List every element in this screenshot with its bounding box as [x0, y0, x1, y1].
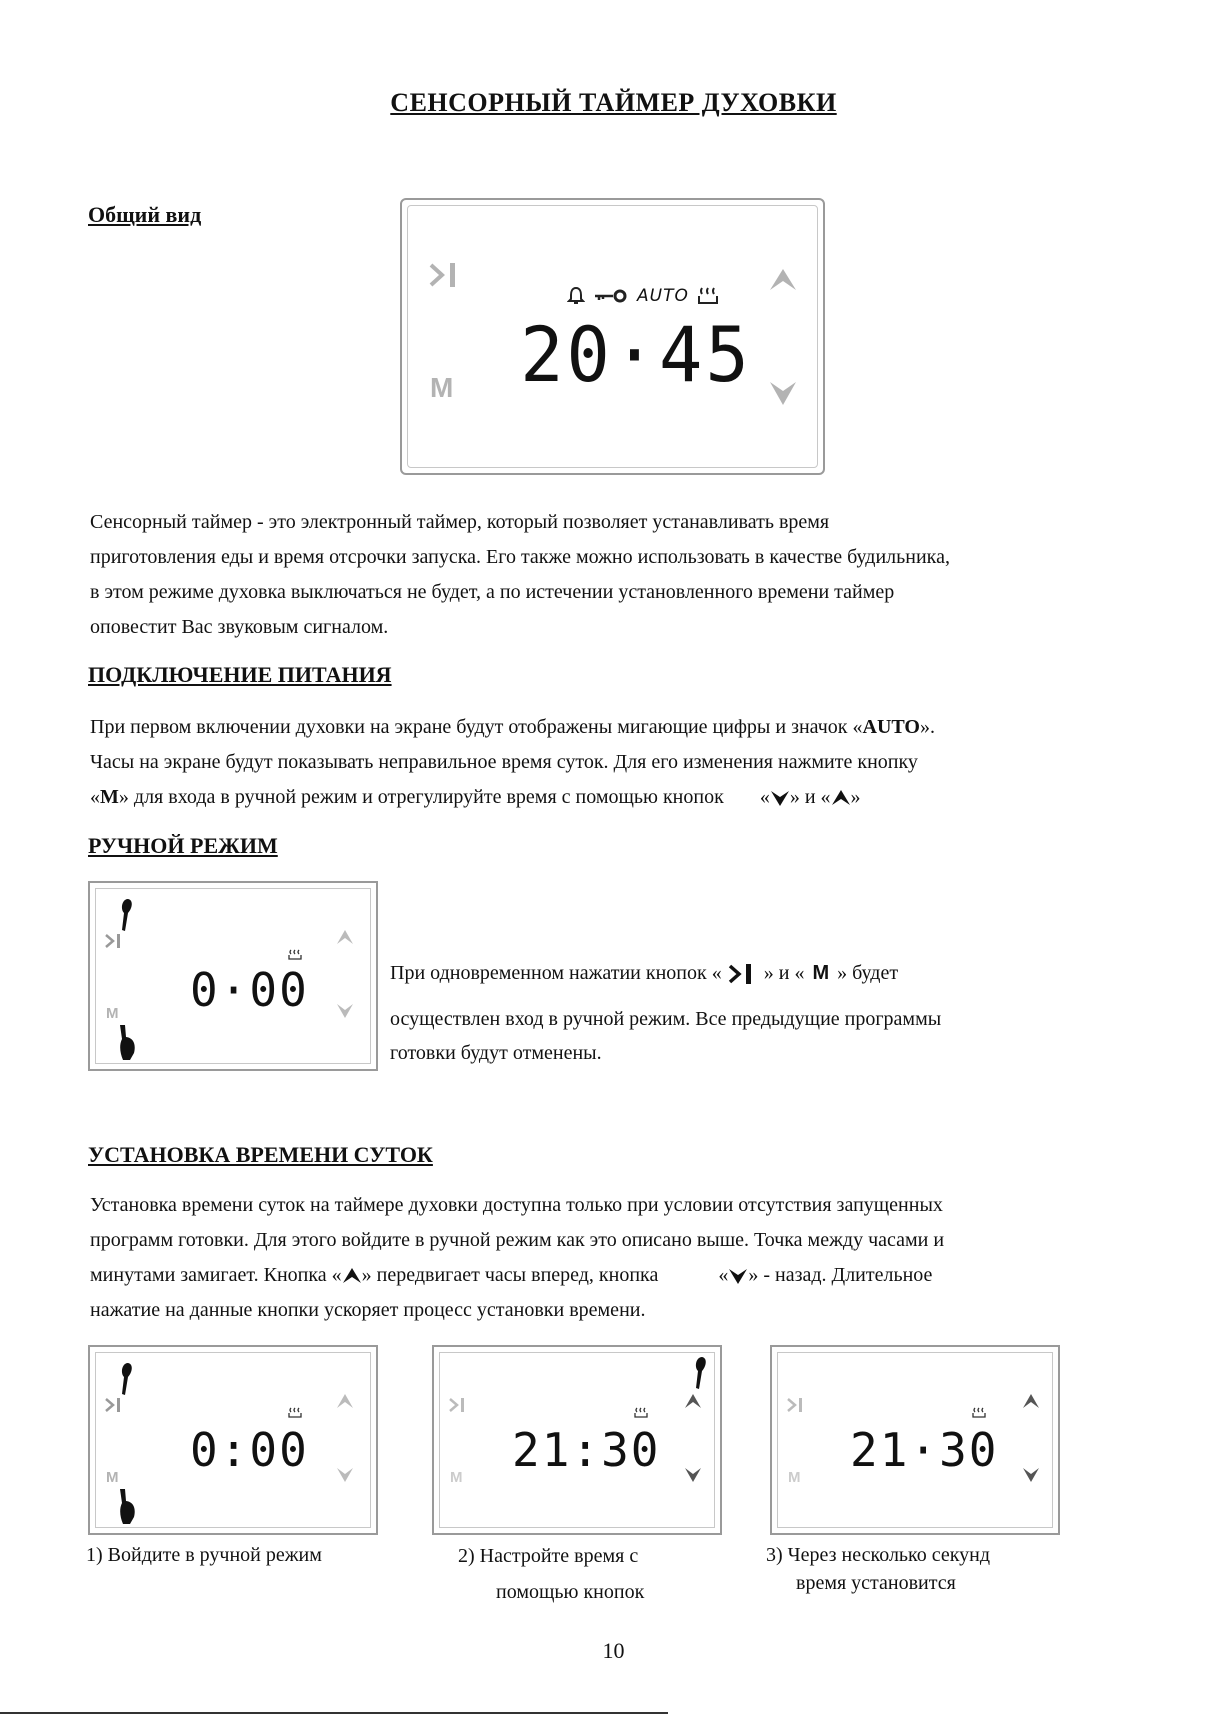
power-line-2: Часы на экране будут показывать неправильное время суток. Для его изменения нажмите кнопку [90, 751, 918, 773]
manual-display [88, 881, 378, 1071]
heat-icon [972, 1407, 986, 1419]
down-arrow-icon [336, 1467, 354, 1483]
down-arrow-icon [1022, 1467, 1040, 1483]
intro-paragraph [90, 505, 1170, 645]
up-arrow-icon [684, 1393, 702, 1409]
m-button-icon: M [812, 962, 830, 984]
clock-line-4: нажатие на данные кнопки ускоряет процесс установки времени. [90, 1299, 646, 1321]
m-button-icon[interactable]: M [450, 1469, 463, 1486]
auto-label: AUTO [637, 286, 689, 306]
footer-rule [0, 1712, 668, 1714]
hand-pointer-icon [116, 1023, 138, 1061]
clock-paragraph [90, 1188, 1190, 1328]
manual-text-3: готовки будут отменены. [390, 1042, 602, 1064]
clock-line-1: Установка времени суток на таймере духовки доступна только при условии отсутствия запущенных [90, 1194, 943, 1216]
manual-text-1: При одновременном нажатии кнопок « » и « M » будет [390, 962, 899, 984]
overview-display [400, 198, 825, 475]
key-icon [593, 289, 629, 303]
step-3-display [770, 1345, 1060, 1535]
up-arrow-icon [831, 789, 851, 807]
power-line-1: При первом включении духовки на экране будут отображены мигающие цифры и значок «AUTO». [90, 716, 935, 738]
power-line-3: «M» для входа в ручной режим и отрегулируйте время с помощью кнопок « » и « » [90, 786, 861, 808]
up-arrow-icon [336, 1393, 354, 1409]
m-button-icon[interactable]: M [788, 1469, 801, 1486]
down-arrow-icon [684, 1467, 702, 1483]
down-arrow-icon [728, 1267, 748, 1285]
heat-icon [288, 1407, 302, 1419]
clock-heading: УСТАНОВКА ВРЕМЕНИ СУТОК [88, 1142, 433, 1167]
down-arrow-icon [336, 1003, 354, 1019]
manual-heading: РУЧНОЙ РЕЖИМ [88, 833, 278, 858]
step-3-caption: 3) Через несколько секунд [766, 1544, 991, 1566]
skip-icon[interactable] [428, 260, 462, 298]
intro-line: Сенсорный таймер - это электронный таймер, который позволяет устанавливать время [90, 511, 830, 533]
heat-icon [697, 286, 719, 306]
finger-icon [116, 897, 136, 933]
intro-line: в этом режиме духовка выключаться не будет, а по истечении установленного времени таймер [90, 581, 895, 603]
clock-line-3: минутами замигает. Кнопка « » передвигает часы вперед, кнопка « » - назад. Длительное [90, 1264, 933, 1286]
finger-icon [690, 1355, 710, 1391]
power-heading: ПОДКЛЮЧЕНИЕ ПИТАНИЯ [88, 662, 392, 687]
m-button-icon[interactable]: M [106, 1469, 119, 1486]
skip-icon [448, 1397, 468, 1413]
step-2-display [432, 1345, 722, 1535]
bell-icon [567, 286, 585, 306]
time-readout: 0:00 [190, 1423, 309, 1477]
clock-line-2: программ готовки. Для этого войдите в ручной режим как это описано выше. Точка между часами и [90, 1229, 945, 1251]
manual-text-2: осуществлен вход в ручной режим. Все предыдущие программы [390, 1008, 942, 1030]
time-readout: 21:30 [512, 1423, 661, 1477]
step-1-caption: 1) Войдите в ручной режим [86, 1544, 322, 1566]
m-button-icon[interactable]: M [430, 372, 454, 403]
page-number: 10 [602, 1638, 625, 1663]
skip-icon [786, 1397, 806, 1413]
heat-icon [634, 1407, 648, 1419]
down-arrow-icon [770, 789, 790, 807]
overview-heading: Общий вид [88, 202, 202, 227]
time-readout: 20·45 [520, 310, 752, 399]
up-arrow-icon [336, 929, 354, 945]
heat-icon [288, 949, 302, 961]
step-2-caption-2: помощью кнопок [496, 1581, 645, 1603]
down-arrow-icon[interactable] [768, 380, 798, 413]
page-title: СЕНСОРНЫЙ ТАЙМЕР ДУХОВКИ [390, 88, 837, 117]
hand-pointer-icon [116, 1487, 138, 1525]
skip-icon [728, 963, 758, 985]
skip-icon [104, 1397, 124, 1413]
finger-icon [116, 1361, 136, 1397]
step-3-caption-2: время установится [796, 1572, 956, 1594]
skip-icon [104, 933, 124, 949]
up-arrow-icon [342, 1267, 362, 1285]
time-readout: 21·30 [850, 1423, 999, 1477]
status-icons [567, 286, 719, 306]
step-1-display [88, 1345, 378, 1535]
time-readout: 0·00 [190, 963, 309, 1017]
up-arrow-icon[interactable] [768, 266, 798, 297]
m-button-icon[interactable]: M [106, 1005, 119, 1022]
step-2-caption: 2) Настройте время с [458, 1545, 639, 1567]
power-paragraph [90, 710, 1190, 815]
intro-line: оповестит Вас звуковым сигналом. [90, 616, 389, 638]
up-arrow-icon [1022, 1393, 1040, 1409]
intro-line: приготовления еды и время отсрочки запуска. Его также можно использовать в качестве будильника, [90, 546, 950, 568]
